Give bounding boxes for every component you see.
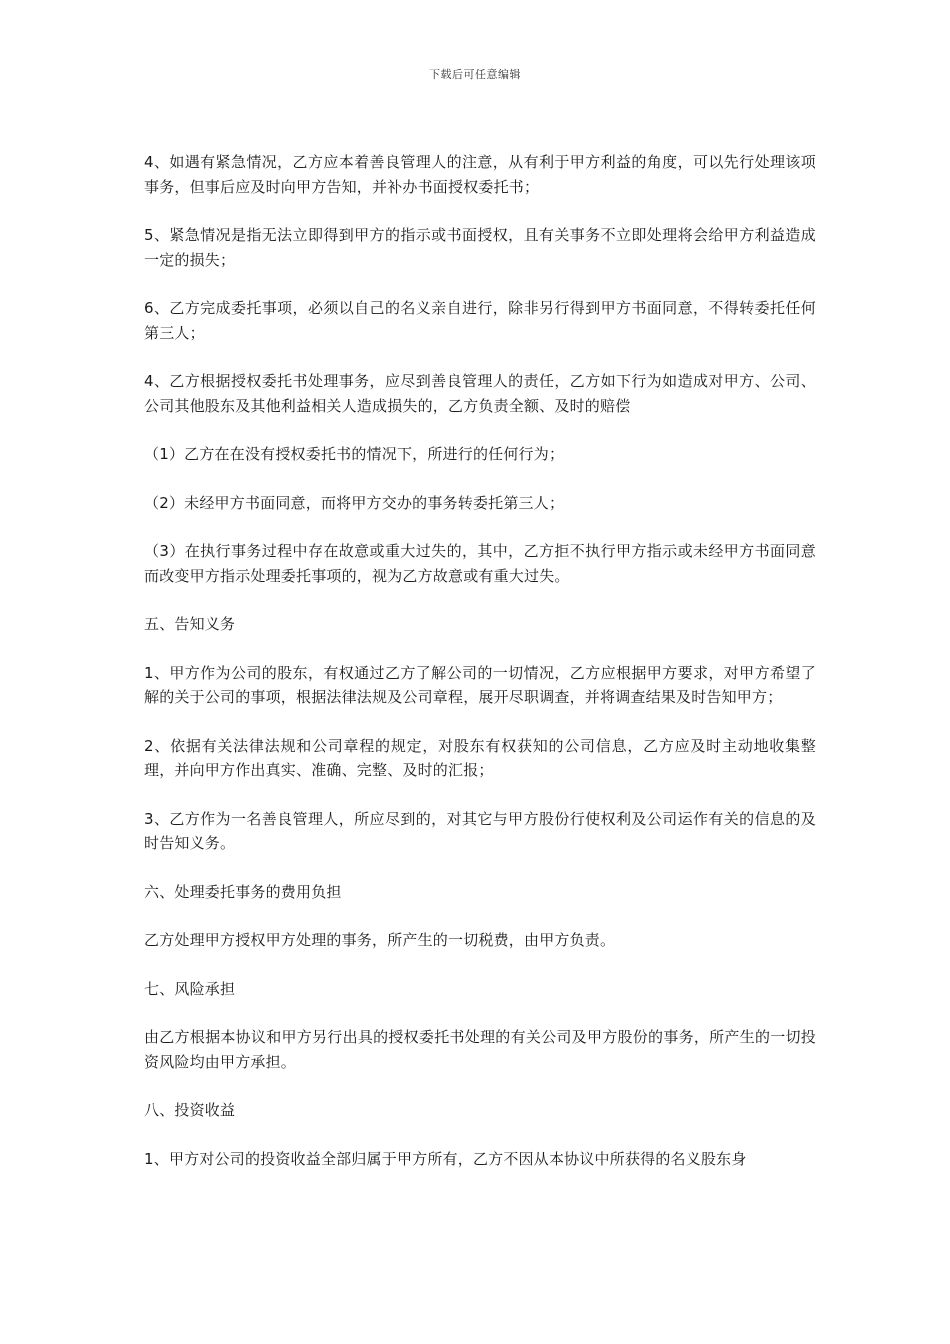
risk-clause: 由乙方根据本协议和甲方另行出具的授权委托书处理的有关公司及甲方股份的事务，所产生的一切投资风险均由甲方承担。: [144, 1028, 816, 1071]
notification-clause-2: 2、依据有关法律法规和公司章程的规定，对股东有权获知的公司信息，乙方应及时主动地收集整理，并向甲方作出真实、准确、完整、及时的汇报；: [144, 736, 816, 779]
liability-item-1: （1）乙方在在没有授权委托书的情况下，所进行的任何行为；: [144, 445, 565, 463]
clause-6-no-subdelegation: 6、乙方完成委托事项，必须以自己的名义亲自进行，除非另行得到甲方书面同意，不得转委托任何第三人；: [144, 299, 816, 342]
section-heading-notification: 五、告知义务: [144, 615, 236, 633]
document-body: [144, 150, 816, 1195]
section-heading-returns: 八、投资收益: [144, 1101, 236, 1119]
page-header: 下载后可任意编辑: [429, 68, 521, 81]
section-heading-risk: 七、风险承担: [144, 979, 236, 998]
clause-4-liability: 4、乙方根据授权委托书处理事务，应尽到善良管理人的责任，乙方如下行为如造成对甲方、公司、公司其他股东及其他利益相关人造成损失的，乙方负责全额、及时的赔偿: [144, 372, 816, 415]
clause-5-emergency-definition: 5、紧急情况是指无法立即得到甲方的指示或书面授权，且有关事务不立即处理将会给甲方利益造成一定的损失；: [144, 226, 816, 269]
returns-clause-1: 1、甲方对公司的投资收益全部归属于甲方所有，乙方不因从本协议中所获得的名义股东身: [144, 1149, 747, 1168]
liability-item-2: （2）未经甲方书面同意，而将甲方交办的事务转委托第三人；: [144, 493, 565, 512]
clause-4-emergency: 4、如遇有紧急情况，乙方应本着善良管理人的注意，从有利于甲方利益的角度，可以先行处理该项事务，但事后应及时向甲方告知，并补办书面授权委托书；: [144, 153, 816, 196]
expenses-clause: 乙方处理甲方授权甲方处理的事务，所产生的一切税费，由甲方负责。: [144, 931, 616, 949]
section-heading-expenses: 六、处理委托事务的费用负担: [144, 882, 342, 901]
notification-clause-1: 1、甲方作为公司的股东，有权通过乙方了解公司的一切情况，乙方应根据甲方要求，对甲方希望了解的关于公司的事项，根据法律法规及公司章程，展开尽职调查，并将调查结果及时告知甲方；: [144, 663, 816, 706]
notification-clause-3: 3、乙方作为一名善良管理人，所应尽到的，对其它与甲方股份行使权利及公司运作有关的信息的及时告知义务。: [144, 809, 816, 852]
liability-item-3: （3）在执行事务过程中存在故意或重大过失的，其中，乙方拒不执行甲方指示或未经甲方书面同意而改变甲方指示处理委托事项的，视为乙方故意或有重大过失。: [144, 542, 816, 585]
